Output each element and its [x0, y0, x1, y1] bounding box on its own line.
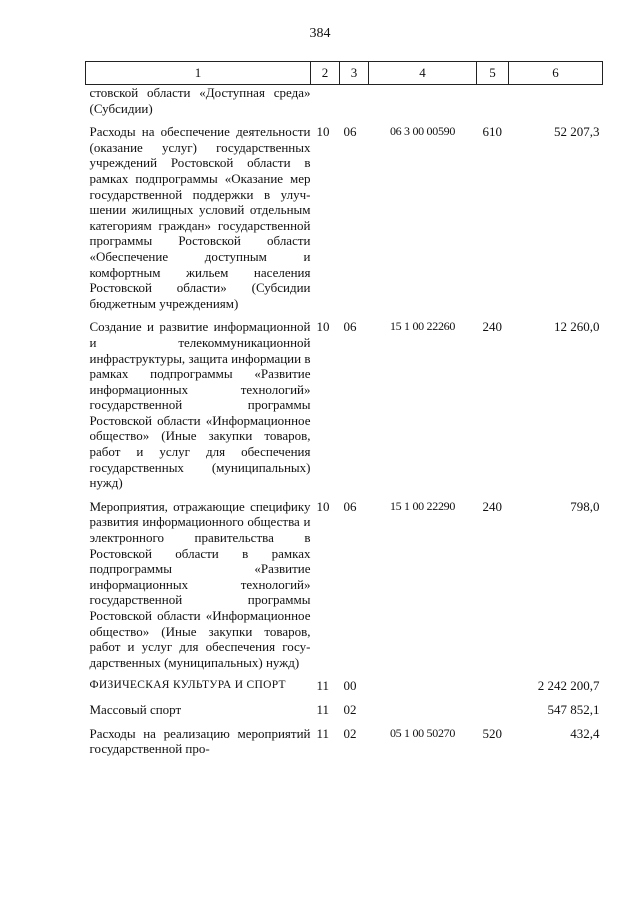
row-subsection-code: 06 — [343, 124, 357, 140]
row-expense-type-code: 240 — [482, 498, 502, 514]
row-section-code: 11 — [316, 678, 330, 694]
row-amount — [509, 85, 603, 125]
row-section-code: 10 — [316, 498, 330, 514]
row-section-code: 10 — [316, 319, 330, 335]
table-row — [86, 678, 603, 702]
column-header-3: 3 — [340, 62, 369, 85]
table-row — [86, 702, 603, 726]
row-amount: 52 207,3 — [554, 124, 600, 140]
table-row — [86, 319, 603, 499]
row-target-article-code: 06 3 00 00590 — [389, 124, 456, 139]
row-subsection-code — [340, 85, 369, 125]
row-expense-type-code — [477, 702, 509, 726]
table-row — [86, 726, 603, 765]
row-section-code: 11 — [316, 701, 330, 717]
row-target-article-code — [369, 85, 477, 125]
column-header-5: 5 — [477, 62, 509, 85]
row-amount: 2 242 200,7 — [537, 678, 600, 694]
row-section-code — [311, 85, 340, 125]
table-row — [86, 499, 603, 679]
table-header-row — [86, 62, 603, 85]
row-description: Расходы на реализацию мероприятий государственной про- — [89, 725, 311, 757]
row-expense-type-code: 520 — [482, 725, 502, 741]
column-header-6: 6 — [509, 62, 603, 85]
row-subsection-code: 00 — [343, 678, 357, 694]
row-target-article-code: 05 1 00 50270 — [389, 725, 456, 740]
row-subsection-code: 02 — [343, 725, 357, 741]
row-amount: 432,4 — [570, 725, 600, 741]
row-section-code: 10 — [316, 124, 330, 140]
row-amount: 798,0 — [570, 498, 600, 514]
row-description: стовской области «Доступная среда» (Субсидии) — [89, 85, 311, 116]
column-header-1: 1 — [86, 62, 311, 85]
table-row — [86, 85, 603, 125]
row-description: Расходы на обеспечение деятельности (оказание услуг) государственных учреждений Ростовской области в рамках подпрограммы «Оказание мер государственной поддержки в улучшении жилищных условий отдельным категориям граждан» государственной программы Ростовской области «Обеспечение доступным и комфортным жильем населения Ростовской области» (Субсидии бюджетным учреждениям) — [89, 124, 311, 311]
row-expense-type-code — [477, 678, 509, 702]
row-target-article-code — [369, 702, 477, 726]
row-target-article-code: 15 1 00 22290 — [389, 498, 456, 513]
table-row — [86, 124, 603, 319]
row-subsection-code: 02 — [343, 701, 357, 717]
row-expense-type-code: 240 — [482, 319, 502, 335]
budget-table — [85, 61, 603, 765]
row-expense-type-code — [477, 85, 509, 125]
row-description: Создание и развитие информационной и телекоммуникационной инфраструктуры, защита информации в рамках подпрограммы «Развитие информационных технологий» государственной программы Ростовской области «Информационное общество» (Иные закупки товаров, работ и услуг для обеспечения государственных (муниципальных) нужд) — [89, 319, 311, 491]
row-subsection-code: 06 — [343, 319, 357, 335]
row-description: Массовый спорт — [89, 701, 182, 717]
row-amount: 547 852,1 — [547, 701, 600, 717]
column-header-2: 2 — [311, 62, 340, 85]
row-amount: 12 260,0 — [554, 319, 600, 335]
row-description: ФИЗИЧЕСКАЯ КУЛЬТУРА И СПОРТ — [89, 679, 286, 692]
row-expense-type-code: 610 — [482, 124, 502, 140]
column-header-4: 4 — [369, 62, 477, 85]
row-subsection-code: 06 — [343, 498, 357, 514]
page-number: 384 — [309, 26, 331, 41]
row-description: Мероприятия, отражающие специфику развития информационного общества и электронного правительства в Ростовской области в рамках подпрограммы «Развитие информационных технологий» государственной программы Ростовской области «Информационное общество» (Иные закупки товаров, работ и услуг для обеспечения государственных (муниципальных) нужд) — [89, 498, 311, 670]
row-target-article-code — [369, 678, 477, 702]
row-section-code: 11 — [316, 725, 330, 741]
row-target-article-code: 15 1 00 22260 — [389, 319, 456, 334]
